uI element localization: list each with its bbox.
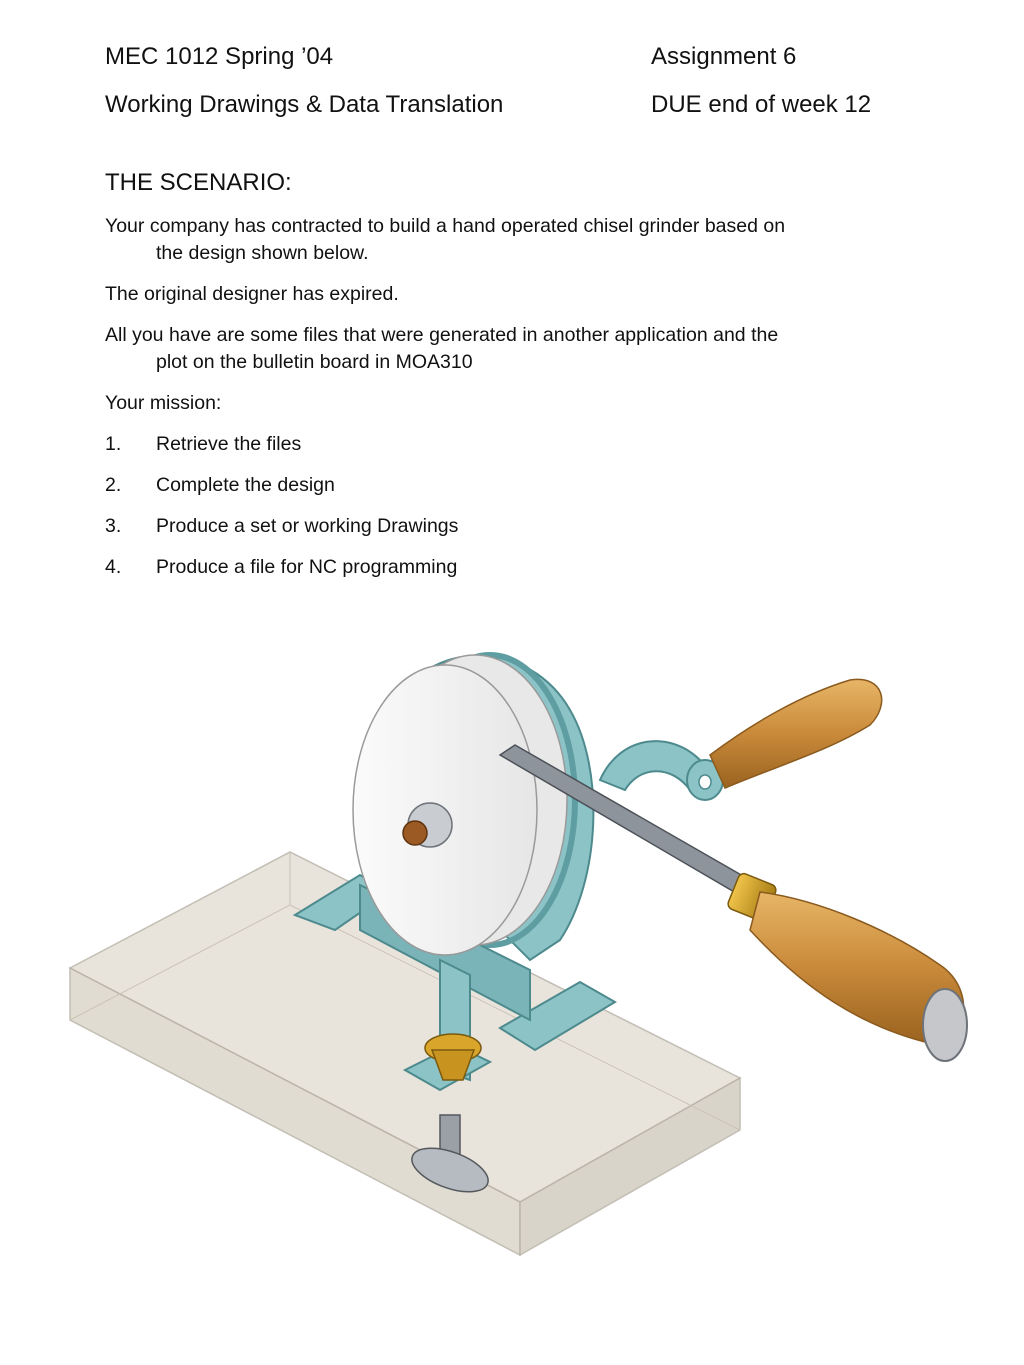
chisel-grinder-illustration <box>60 630 990 1280</box>
task-number: 4. <box>105 556 122 578</box>
task-number: 3. <box>105 515 122 537</box>
scenario-paragraph-2: The original designer has expired. <box>105 283 399 305</box>
task-number: 2. <box>105 474 122 496</box>
task-text: Retrieve the files <box>156 433 302 455</box>
paragraph-1-line-1: Your company has contracted to build a hand operated chisel grinder based on <box>105 215 786 237</box>
task-text: Produce a set or working Drawings <box>156 515 459 537</box>
scenario-paragraph-3 <box>105 322 925 376</box>
scenario-paragraph-1 <box>105 213 925 267</box>
task-text: Complete the design <box>156 474 335 496</box>
paragraph-1-line-2: the design shown below. <box>156 242 369 264</box>
assignment-topic: Working Drawings & Data Translation <box>105 91 504 118</box>
due-date: DUE end of week 12 <box>651 91 872 118</box>
task-text: Produce a file for NC programming <box>156 556 458 578</box>
crank-handle <box>710 679 882 788</box>
paragraph-3-line-2: plot on the bulletin board in MOA310 <box>156 351 473 373</box>
paragraph-3-line-1: All you have are some files that were generated in another application and the <box>105 324 779 346</box>
task-number: 1. <box>105 433 122 455</box>
scenario-heading: THE SCENARIO: <box>105 169 292 196</box>
grinding-wheel <box>353 655 567 955</box>
course-title: MEC 1012 Spring ’04 <box>105 43 334 70</box>
mission-label: Your mission: <box>105 392 222 414</box>
assignment-number: Assignment 6 <box>651 43 797 70</box>
